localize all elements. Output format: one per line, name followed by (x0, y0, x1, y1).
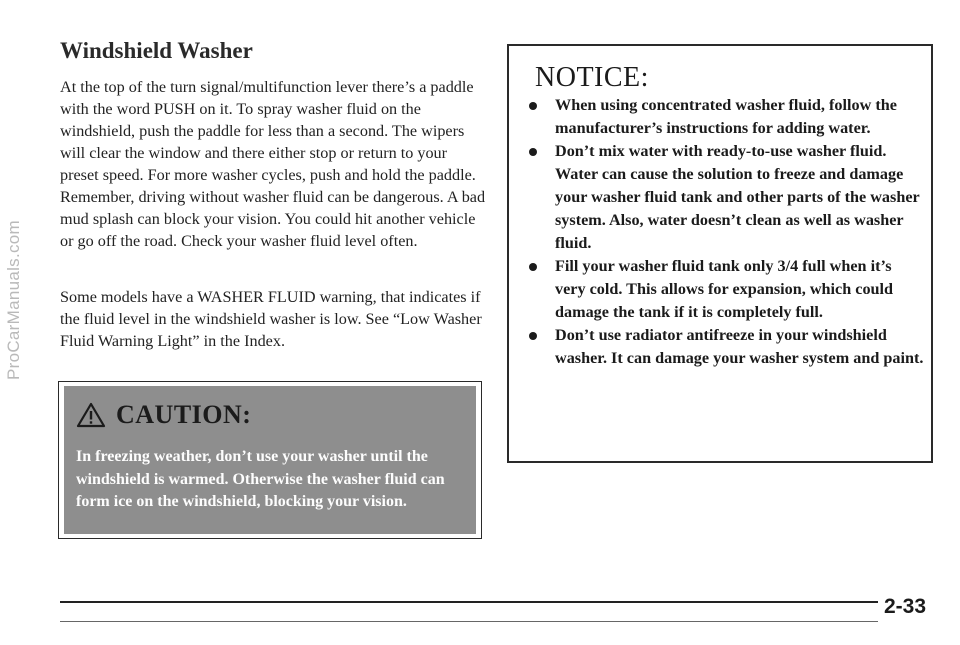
notice-item-text: Don’t use radiator antifreeze in your windshield washer. It can damage your washer system and paint. (555, 326, 924, 367)
bullet-icon (529, 263, 537, 271)
body-paragraph: Some models have a WASHER FLUID warning, that indicates if the fluid level in the windshield washer is low. See “Low Washer Fluid Warning Light” in the Index. (60, 288, 482, 350)
footer-rule (60, 601, 878, 603)
watermark (2, 40, 26, 560)
notice-item (529, 94, 924, 140)
watermark-text: ProCarManuals.com (4, 219, 24, 381)
notice-item (529, 140, 924, 255)
notice-item-text: When using concentrated washer fluid, follow the manufacturer’s instructions for adding water. (555, 96, 897, 137)
notice-item (529, 324, 924, 370)
notice-list (529, 94, 924, 370)
caution-title: CAUTION: (116, 400, 252, 429)
notice-box (507, 44, 933, 463)
page-number: 2-33 (884, 595, 927, 618)
notice-item-text: Don’t mix water with ready-to-use washer fluid. Water can cause the solution to freeze and damage your washer fluid tank and other parts of the washer system. Also, water doesn’t clean as well as washer fluid. (555, 142, 920, 252)
notice-item-text: Fill your washer fluid tank only 3/4 full when it’s very cold. This allows for expansion, which could damage the tank if it is completely full. (555, 257, 894, 321)
caution-text: In freezing weather, don’t use your washer until the windshield is warmed. Otherwise the washer fluid can form ice on the windshield, blocking your vision. (76, 448, 445, 510)
notice-title: NOTICE: (535, 62, 649, 93)
warning-triangle-icon (76, 402, 106, 428)
notice-item (529, 255, 924, 324)
bullet-icon (529, 332, 537, 340)
bullet-icon (529, 102, 537, 110)
body-paragraph: At the top of the turn signal/multifunction lever there’s a paddle with the word PUSH on it. To spray washer fluid on the windshield, push the paddle for less than a second. The wipers will clear the window and there either stop or return to your preset speed. For more washer cycles, push and hold the paddle. Remember, driving without washer fluid can be dangerous. A bad mud splash can block your vision. You could hit another vehicle or go off the road. Check your washer fluid level often. (60, 78, 486, 250)
caution-panel (64, 386, 476, 534)
section-title: Windshield Washer (60, 38, 253, 63)
footer-rule-thin (60, 621, 878, 622)
caution-box (58, 381, 482, 539)
caution-header (76, 400, 251, 430)
bullet-icon (529, 148, 537, 156)
